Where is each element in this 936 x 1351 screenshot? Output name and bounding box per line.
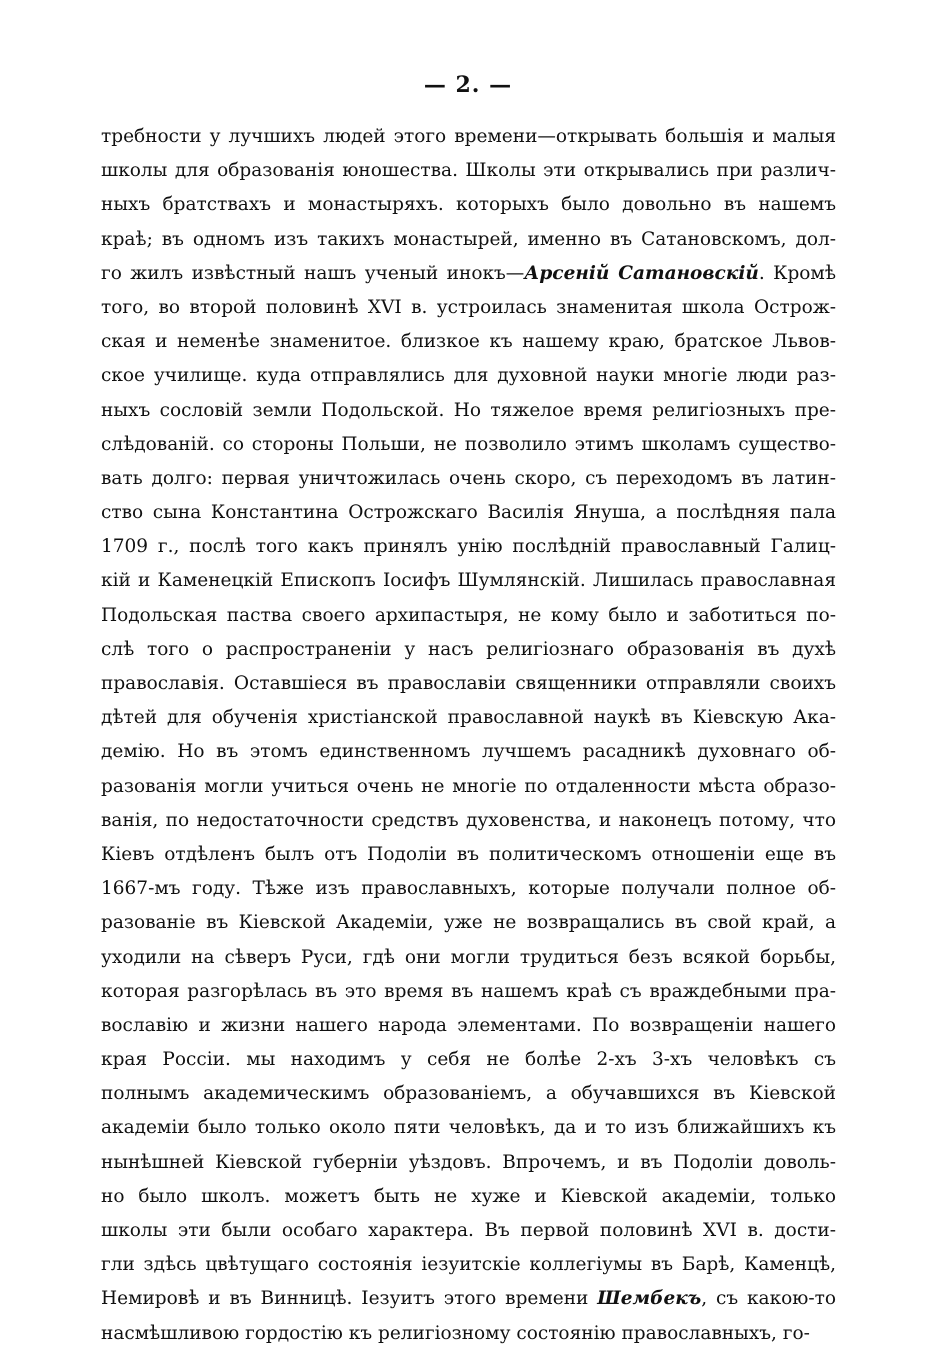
- text-line: [101, 1248, 836, 1282]
- text-line: [101, 1180, 836, 1214]
- text-line: [101, 188, 836, 222]
- line-text: уходили на сѣверъ Руси, гдѣ они могли трудиться безъ всякой борьбы,: [101, 946, 836, 968]
- line-text: того, во второй половинѣ XVI в. устроилась знаменитая школа Острож-: [101, 296, 836, 318]
- line-text: 1667-мъ году. Тѣже изъ православныхъ, которые получали полное об-: [101, 878, 836, 900]
- line-text: слѣ того о распространеніи у насъ религіознаго образованія въ духѣ: [101, 638, 836, 660]
- line-text: но было школъ. можетъ быть не хуже и Кіевской академіи, только: [101, 1185, 836, 1207]
- line-text: краѣ; въ одномъ изъ такихъ монастырей, именно въ Сатановскомъ, дол-: [101, 228, 836, 250]
- line-text: школы для образованія юношества. Школы эти открывались при различ-: [101, 160, 836, 182]
- line-text: требности у лучшихъ людей этого времени—открывать большія и малыя: [101, 126, 836, 147]
- text-line: [101, 462, 836, 496]
- line-text: которая разгорѣлась въ это время въ нашемъ краѣ съ враждебными пра-: [101, 980, 836, 1002]
- text-line: [101, 257, 836, 291]
- text-line: [101, 223, 836, 257]
- text-line: [101, 735, 836, 769]
- body-text: [101, 120, 836, 1351]
- line-text: насмѣшливою гордостію къ религіозному состоянію православныхъ, го-: [101, 1322, 810, 1344]
- line-text: ныхъ сословій земли Подольской. Но тяжелое время религіозныхъ пре-: [101, 399, 836, 421]
- page-number: — 2. —: [423, 72, 513, 98]
- line-text: ныхъ братствахъ и монастыряхъ. которыхъ было довольно въ нашемъ: [101, 194, 836, 216]
- line-text: вославію и жизни нашего народа элементами. По возвращеніи нашего: [101, 1014, 836, 1036]
- text-line: [101, 667, 836, 701]
- italic-name: Шембекъ: [597, 1288, 702, 1310]
- line-text: разованіе въ Кіевской Академіи, уже не возвращались въ свой край, а: [101, 912, 836, 934]
- line-text: вать долго: первая уничтожилась очень скоро, съ переходомъ въ латин-: [101, 467, 836, 489]
- text-line: [101, 1214, 836, 1248]
- text-line: [101, 1317, 836, 1351]
- text-line: [101, 325, 836, 359]
- line-text: академіи было только около пяти человѣкъ, да и то изъ ближайшихъ къ: [101, 1117, 836, 1139]
- text-line: [101, 599, 836, 633]
- line-text: Кіевъ отдѣленъ былъ отъ Подоліи въ политическомъ отношеніи еще въ: [101, 843, 836, 865]
- line-text: Подольская паства своего архипастыря, не кому было и заботиться по-: [101, 604, 836, 626]
- text-line: [101, 941, 836, 975]
- text-line: [101, 291, 836, 325]
- text-line: [101, 906, 836, 940]
- line-text: ская и неменѣе знаменитое. близкое къ нашему краю, братское Львов-: [101, 331, 836, 353]
- line-text: слѣдованій. со стороны Польши, не позволило этимъ школамъ существо-: [101, 433, 836, 455]
- line-text: демію. Но въ этомъ единственномъ лучшемъ расадникѣ духовнаго об-: [101, 741, 836, 763]
- text-line: [101, 1146, 836, 1180]
- line-text: , съ какою-то: [701, 1288, 836, 1310]
- text-line: [101, 154, 836, 188]
- line-text: . Кромѣ: [758, 262, 836, 284]
- line-text: Немировѣ и въ Винницѣ. Іезуитъ этого времени: [101, 1288, 598, 1310]
- line-text: ское училище. куда отправлялись для духовной науки многіе люди раз-: [101, 365, 836, 387]
- line-text: ство сына Константина Острожскаго Василія Януша, а послѣдняя пала: [101, 502, 836, 524]
- text-line: [101, 428, 836, 462]
- text-line: [101, 770, 836, 804]
- text-line: [101, 1077, 836, 1111]
- line-text: нынѣшней Кіевской губерніи уѣздовъ. Впрочемъ, и въ Подоліи доволь-: [101, 1151, 836, 1173]
- line-text: края Россіи. мы находимъ у себя не болѣе 2-хъ 3-хъ человѣкъ съ: [101, 1049, 836, 1071]
- line-text: го жилъ извѣстный нашъ ученый инокъ—: [101, 262, 525, 284]
- text-line: [101, 359, 836, 393]
- italic-name: Арсеній Сатановскій: [524, 262, 759, 284]
- text-line: [101, 564, 836, 598]
- text-line: [101, 975, 836, 1009]
- text-line: [101, 1009, 836, 1043]
- line-text: школы эти были особаго характера. Въ первой половинѣ XVI в. дости-: [101, 1220, 836, 1241]
- text-line: [101, 804, 836, 838]
- line-text: дѣтей для обученія христіанской православной наукѣ въ Кіевскую Ака-: [101, 707, 836, 729]
- text-line: [101, 1111, 836, 1145]
- text-line: [101, 872, 836, 906]
- text-line: [101, 633, 836, 667]
- line-text: 1709 г., послѣ того какъ принялъ унію послѣдній православный Галиц-: [101, 536, 836, 558]
- text-line: [101, 838, 836, 872]
- text-line: [101, 1043, 836, 1077]
- line-text: ванія, по недостаточности средствъ духовенства, и наконецъ потому, что: [101, 809, 836, 831]
- text-line: [101, 496, 836, 530]
- line-text: полнымъ академическимъ образованіемъ, а обучавшихся въ Кіевской: [101, 1083, 836, 1105]
- line-text: гли здѣсь цвѣтущаго состоянія іезуитскіе коллегіумы въ Барѣ, Каменцѣ,: [101, 1254, 836, 1276]
- text-line: [101, 530, 836, 564]
- line-text: кій и Каменецкій Епископъ Іосифъ Шумлянскій. Лишилась православная: [101, 570, 836, 592]
- text-line: [101, 701, 836, 735]
- line-text: православія. Оставшіеся въ православіи священники отправляли своихъ: [101, 673, 836, 694]
- text-line: [101, 394, 836, 428]
- text-line: [101, 1282, 836, 1316]
- line-text: разованія могли учиться очень не многіе по отдаленности мѣста образо-: [101, 775, 836, 797]
- text-line: [101, 120, 836, 154]
